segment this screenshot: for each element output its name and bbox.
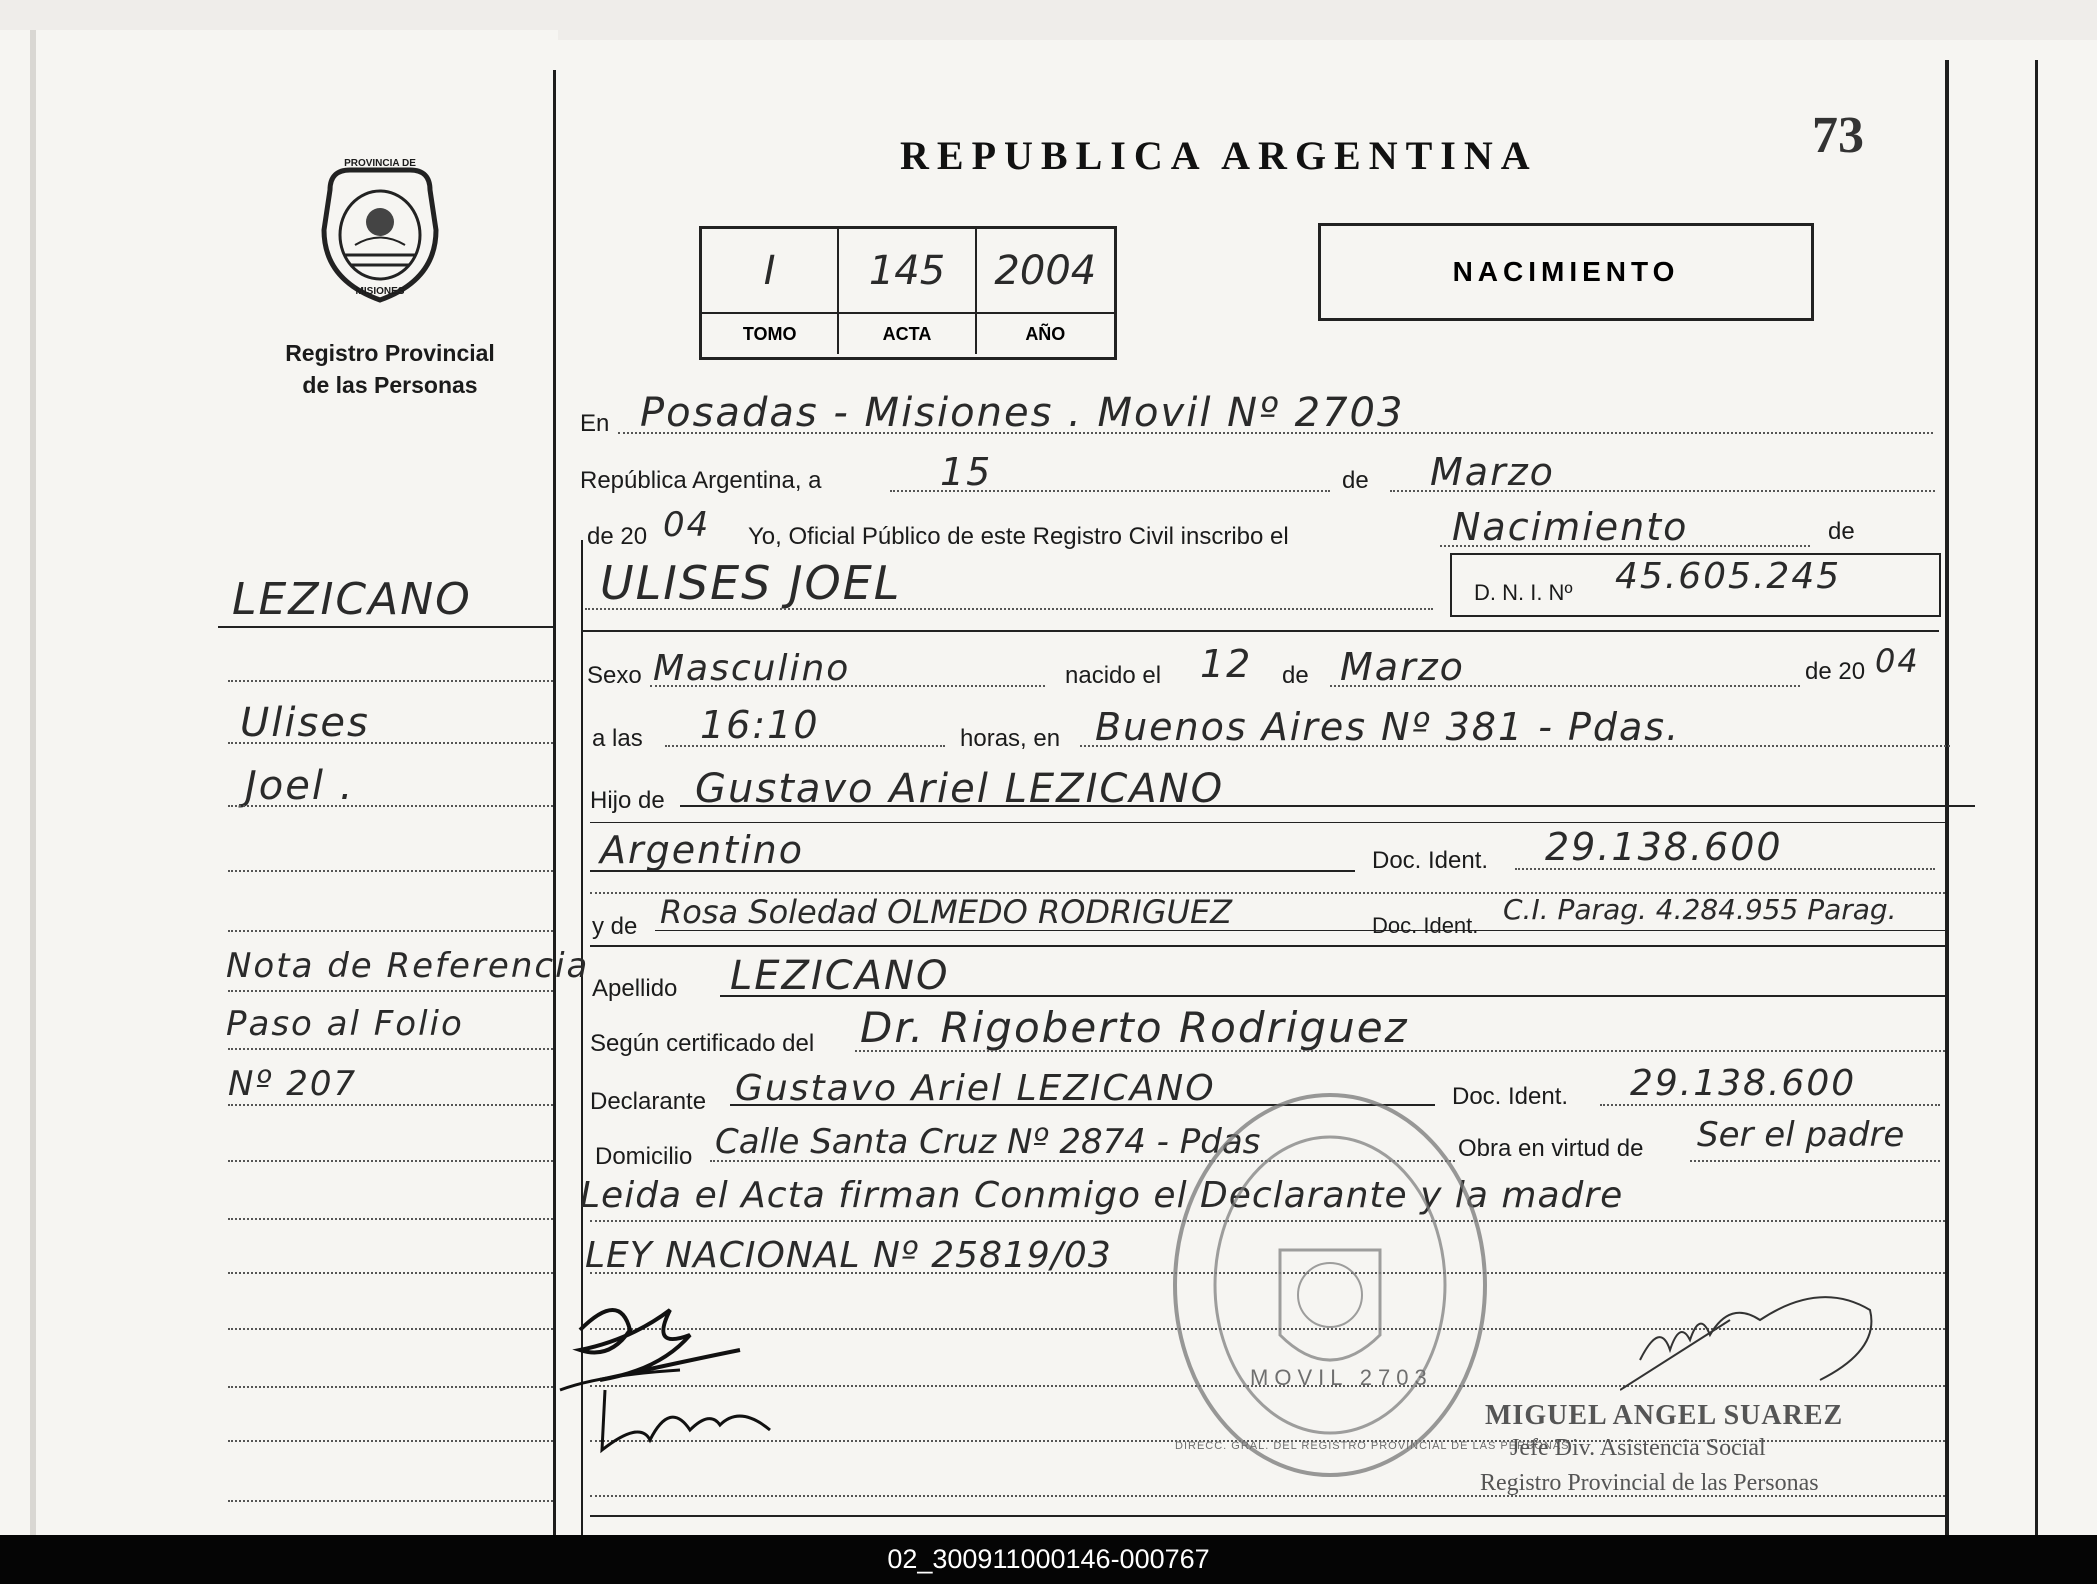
emblem-bottom-text: MISIONES (355, 286, 405, 297)
row-time-line (665, 745, 945, 747)
page-number: 73 (1812, 107, 1864, 164)
obra-label: Obra en virtud de (1458, 1135, 1644, 1162)
dni-value: 45.605.245 (1615, 556, 1842, 597)
margin-line-12 (228, 1328, 553, 1330)
margin-line-8 (228, 1104, 553, 1106)
dni-label: D. N. I. Nº (1474, 580, 1573, 605)
tomo-label: TOMO (702, 312, 839, 354)
row-birth-line (1330, 685, 1800, 687)
row-father-line (680, 805, 1975, 807)
official-name: MIGUEL ANGEL SUAREZ (1485, 1400, 1844, 1431)
nacido-label: nacido el (1065, 662, 1162, 689)
ano-value: 2004 (994, 247, 1097, 294)
country-heading: REPUBLICA ARGENTINA (900, 133, 1538, 178)
seal-inner-text: MOVIL 2703 (1250, 1365, 1433, 1390)
domicilio-value: Calle Santa Cruz Nº 2874 - Pdas (715, 1122, 1261, 1162)
doc-label: Doc. Ident. (1372, 847, 1489, 874)
margin-line-4 (228, 870, 553, 872)
horas-label: horas, en (960, 725, 1061, 752)
de-label-2: de (1828, 518, 1855, 545)
row-father-extra-line (590, 822, 1945, 823)
margin-line-2 (228, 742, 553, 744)
declarante-label: Declarante (590, 1088, 707, 1115)
right-border-line (1945, 60, 1949, 1535)
closing-statement: Leida el Acta firman Conmigo el Declarante y la madre (580, 1175, 1624, 1216)
sexo-label: Sexo (587, 662, 642, 689)
row-sexo-line (650, 685, 1045, 687)
row-place-line (1080, 745, 1950, 747)
image-id-footer: 02_300911000146-000767 (0, 1535, 2097, 1584)
margin-line-10 (228, 1218, 553, 1220)
father-name: Gustavo Ariel LEZICANO (695, 766, 1225, 812)
birth-year-suffix: 04 (1875, 642, 1920, 680)
certificado-label: Según certificado del (590, 1030, 815, 1057)
en-value: Posadas - Misiones . Movil Nº 2703 (640, 390, 1405, 436)
child-name: ULISES JOEL (600, 556, 902, 610)
row-inscription-line (1440, 545, 1810, 547)
margin-line-6 (228, 990, 553, 992)
a-las-label: a las (592, 725, 643, 752)
record-number-table (699, 226, 1117, 360)
margin-line-1 (228, 680, 553, 682)
margin-note-1: Nota de Referencia (226, 946, 590, 986)
inscription-type: Nacimiento (1452, 505, 1689, 549)
ano-label: AÑO (977, 312, 1114, 354)
acta-label: ACTA (839, 312, 976, 354)
republica-label: República Argentina, a (580, 467, 822, 494)
row-day-line (890, 490, 1330, 492)
margin-note-3: Nº 207 (228, 1064, 358, 1104)
acta-value: 145 (839, 229, 976, 312)
row-bottom-line (590, 1515, 1945, 1517)
apellido-value: LEZICANO (730, 953, 950, 999)
birth-day: 12 (1200, 642, 1253, 686)
row-father-doc-line (1515, 868, 1935, 870)
birth-place: Buenos Aires Nº 381 - Pdas. (1095, 705, 1681, 749)
margin-surname: LEZICANO (232, 574, 472, 625)
de-label: de (1342, 467, 1369, 494)
margin-given-name-1: Ulises (240, 700, 370, 746)
document-type-box: NACIMIENTO (1318, 223, 1814, 321)
margin-line-9 (228, 1160, 553, 1162)
section-divider (581, 630, 1939, 632)
margin-line-11 (228, 1272, 553, 1274)
page-edge-line (2035, 60, 2038, 1535)
father-nationality: Argentino (600, 828, 804, 872)
birth-month: Marzo (1340, 645, 1465, 689)
margin-line-15 (228, 1500, 553, 1502)
row-nationality-line (590, 870, 1355, 872)
apellido-label: Apellido (592, 975, 678, 1002)
margin-line-14 (228, 1440, 553, 1442)
en-label: En (580, 410, 610, 437)
row-mother-line (655, 930, 1945, 931)
row-en-line (618, 432, 1933, 434)
mother-doc: C.I. Parag. 4.284.955 Parag. (1503, 893, 1897, 926)
de-label-3: de (1282, 662, 1309, 689)
declarant-signature-icon (540, 1290, 800, 1460)
sexo-value: Masculino (653, 648, 851, 689)
row-certificado-line (855, 1050, 1945, 1052)
year-prefix: de 20 (587, 523, 648, 550)
margin-given-name-2: Joel . (245, 763, 355, 809)
emblem-top-text: PROVINCIA DE (344, 158, 416, 169)
declarante-name: Gustavo Ariel LEZICANO (735, 1068, 1216, 1109)
domicilio-label: Domicilio (595, 1143, 693, 1170)
day-value: 15 (940, 450, 993, 494)
row-apellido-line (720, 995, 1945, 997)
obra-value: Ser el padre (1697, 1115, 1905, 1155)
row-declarante-doc-line (1600, 1104, 1940, 1106)
doc-label-3: Doc. Ident. (1452, 1083, 1569, 1110)
row-obra-line (1690, 1160, 1940, 1162)
declarante-doc: 29.138.600 (1630, 1063, 1857, 1104)
year-suffix: 04 (663, 505, 711, 545)
official-signature-icon (1620, 1280, 1890, 1400)
margin-line-7 (228, 1048, 553, 1050)
row-month-line (1390, 490, 1935, 492)
registry-name-line1: Registro Provincial (285, 340, 495, 366)
father-doc: 29.138.600 (1545, 825, 1783, 869)
doctor-name: Dr. Rigoberto Rodriguez (860, 1003, 1409, 1052)
law-reference: LEY NACIONAL Nº 25819/03 (585, 1235, 1112, 1276)
official-office: Registro Provincial de las Personas (1480, 1470, 1819, 1496)
margin-line-13 (228, 1386, 553, 1388)
time-value: 16:10 (700, 703, 820, 747)
mother-name: Rosa Soledad OLMEDO RODRIGUEZ (660, 893, 1233, 931)
month-value: Marzo (1430, 450, 1555, 494)
hijo-label: Hijo de (590, 787, 665, 814)
row-mother-divider (590, 945, 1945, 947)
tomo-value: I (702, 229, 839, 312)
margin-line-3 (228, 805, 553, 807)
margin-note-2: Paso al Folio (226, 1004, 464, 1044)
registry-name-line2: de las Personas (302, 372, 478, 398)
margin-line-5 (228, 930, 553, 932)
margin-surname-line (218, 626, 553, 628)
official-title: Jefe Div. Asistencia Social (1510, 1435, 1766, 1461)
book-spine-shadow (30, 30, 36, 1535)
y-de-label: y de (592, 913, 638, 940)
birth-year-prefix: de 20 (1805, 658, 1866, 685)
registration-statement: Yo, Oficial Público de este Registro Civil inscribo el (748, 523, 1289, 550)
seal-outer-text: DIRECC. GRAL. DEL REGISTRO PROVINCIAL DE LAS PERSONAS (1175, 1440, 1570, 1452)
row-name-line (585, 608, 1433, 610)
doc-label-2: Doc. Ident. (1372, 913, 1479, 938)
